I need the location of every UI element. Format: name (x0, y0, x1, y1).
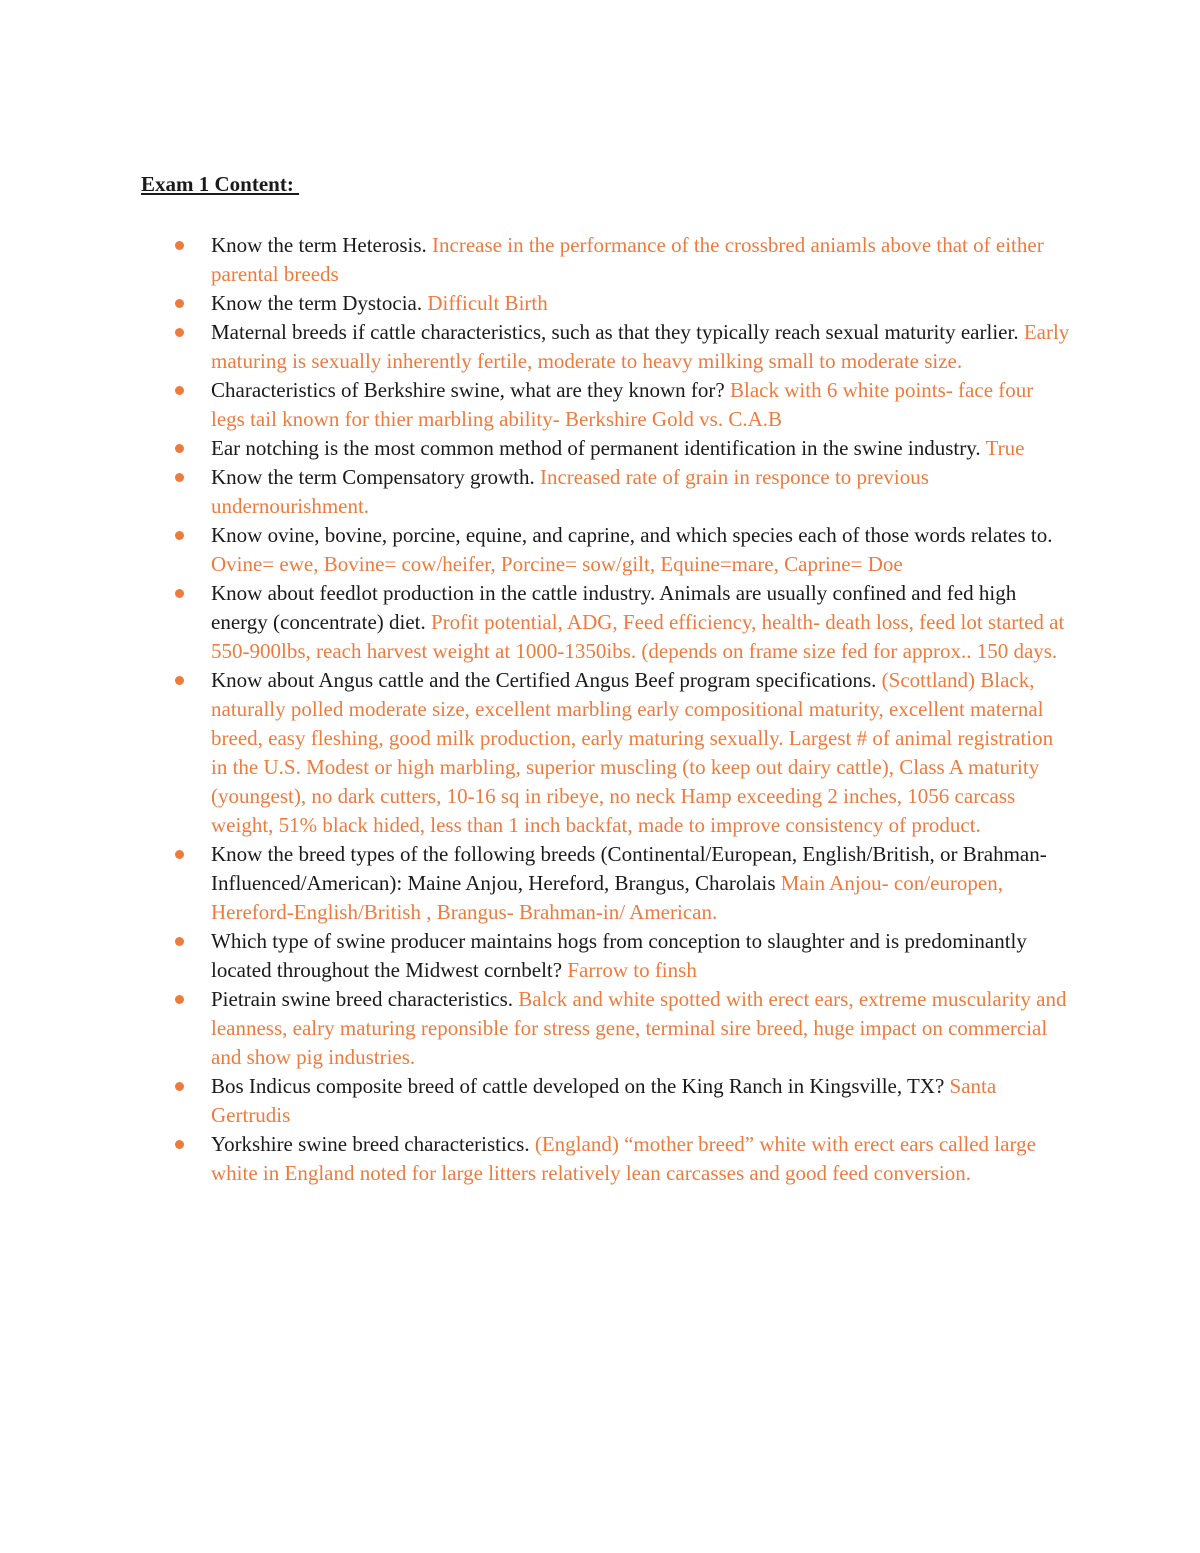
item-answer: Farrow to finsh (567, 958, 697, 982)
item-answer: Early maturing is sexually inherently fertile, moderate to heavy milking small to moderate size. (211, 320, 1070, 373)
item-answer: Main Anjou- con/europen, Hereford-English/British , Brangus- Brahman-in/ American. (211, 871, 1003, 924)
item-answer: Black with 6 white points- face four legs tail known for thier marbling ability- Berkshire Gold vs. C.A.B (211, 378, 1034, 431)
list-item (211, 463, 1071, 521)
item-question: Know the term Compensatory growth. (211, 465, 540, 489)
list-item (211, 318, 1071, 376)
list-item (211, 434, 1071, 463)
bullet-icon (175, 1082, 184, 1091)
bullet-icon (175, 937, 184, 946)
list-item (211, 985, 1071, 1072)
list-item (211, 231, 1071, 289)
list-item (211, 927, 1071, 985)
bullet-icon (175, 676, 184, 685)
item-answer: Increase in the performance of the crossbred aniamls above that of either parental breeds (211, 233, 1044, 286)
list-item (211, 289, 1071, 318)
item-question: Which type of swine producer maintains hogs from conception to slaughter and is predominantly located throughout the Midwest cornbelt? (211, 929, 1027, 982)
item-question: Yorkshire swine breed characteristics. (211, 1132, 535, 1156)
page-title: Exam 1 Content: (141, 172, 300, 196)
bullet-icon (175, 589, 184, 598)
bullet-icon (175, 241, 184, 250)
item-answer: Increased rate of grain in responce to previous undernourishment. (211, 465, 929, 518)
bullet-icon (175, 995, 184, 1004)
bullet-icon (175, 473, 184, 482)
item-question: Know ovine, bovine, porcine, equine, and caprine, and which species each of those words relates to. (211, 523, 1053, 547)
item-question: Know about feedlot production in the cattle industry. Animals are usually confined and fed high energy (concentrate) diet. (211, 581, 1017, 634)
item-question: Pietrain swine breed characteristics. (211, 987, 519, 1011)
bullet-icon (175, 328, 184, 337)
item-answer: True (985, 436, 1025, 460)
list-item (211, 1130, 1071, 1188)
item-answer: (England) “mother breed” white with erect ears called large white in England noted for large litters relatively lean carcasses and good feed conversion. (211, 1132, 1036, 1185)
item-answer: Santa Gertrudis (211, 1074, 997, 1127)
bullet-icon (175, 850, 184, 859)
item-question: Know the term Dystocia. (211, 291, 428, 315)
item-answer: Ovine= ewe, Bovine= cow/heifer, Porcine= sow/gilt, Equine=mare, Caprine= Doe (211, 552, 903, 576)
item-question: Ear notching is the most common method of permanent identification in the swine industry. (211, 436, 986, 460)
bullet-icon (175, 299, 184, 308)
list-item (211, 666, 1071, 840)
item-answer: Profit potential, ADG, Feed efficiency, health- death loss, feed lot started at 550-900lbs, reach harvest weight at 1000-1350ibs. (depends on frame size fed for approx.. 150 days. (211, 610, 1065, 663)
bullet-icon (175, 1140, 184, 1149)
item-question: Know the term Heterosis. (211, 233, 433, 257)
item-question: Know about Angus cattle and the Certified Angus Beef program specifications. (211, 668, 882, 692)
item-answer: (Scottland) Black, naturally polled moderate size, excellent marbling early compositional maturity, excellent maternal breed, easy fleshing, good milk production, early maturing sexually. Largest # of animal registration in the U.S. Modest or high marbling, superior muscling (to keep out dairy cattle), Class A maturity (youngest), no dark cutters, 10-16 sq in ribeye, no neck Hamp exceeding 2 inches, 1056 carcass weight, 51% black hided, less than 1 inch backfat, made to improve consistency of product. (211, 668, 1054, 837)
item-question: Maternal breeds if cattle characteristics, such as that they typically reach sexual maturity earlier. (211, 320, 1024, 344)
bullet-icon (175, 531, 184, 540)
item-question: Know the breed types of the following breeds (Continental/European, English/British, or Brahman-Influenced/American): Maine Anjou, Hereford, Brangus, Charolais (211, 842, 1047, 895)
list-item (211, 521, 1071, 579)
list-item (211, 840, 1071, 927)
list-item (211, 579, 1071, 666)
item-answer: Difficult Birth (427, 291, 548, 315)
item-question: Characteristics of Berkshire swine, what are they known for? (211, 378, 730, 402)
list-item (211, 376, 1071, 434)
item-answer: Balck and white spotted with erect ears, extreme muscularity and leanness, ealry maturing reponsible for stress gene, terminal sire breed, huge impact on commercial and show pig industries. (211, 987, 1067, 1069)
exam-content-list (211, 231, 1071, 1188)
list-item (211, 1072, 1071, 1130)
item-question: Bos Indicus composite breed of cattle developed on the King Ranch in Kingsville, TX? (211, 1074, 950, 1098)
bullet-icon (175, 444, 184, 453)
bullet-icon (175, 386, 184, 395)
